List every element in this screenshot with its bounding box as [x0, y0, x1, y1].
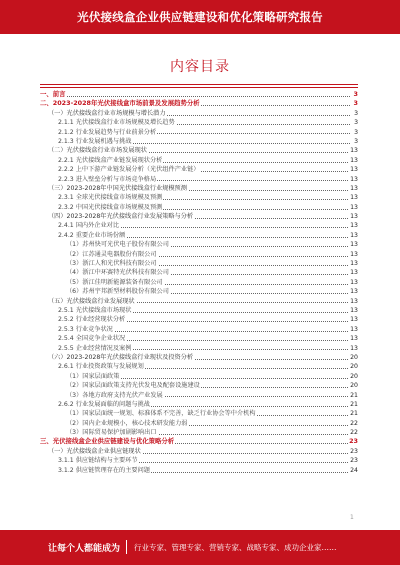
toc-entry-page: 13 — [350, 316, 358, 324]
toc-entry-page: 23 — [350, 457, 358, 465]
toc-entry-label: （2）江苏通灵电器股份有限公司 — [66, 250, 157, 258]
toc-entry-label: 三、光伏接线盒企业供应链建设与优化策略分析 — [40, 437, 175, 446]
toc-entry[interactable] — [40, 381, 358, 390]
toc-entry-page: 22 — [350, 419, 358, 427]
toc-entry-page: 13 — [350, 222, 358, 230]
toc-entry[interactable] — [40, 400, 358, 409]
toc-entry-page: 13 — [350, 297, 358, 305]
toc-heading: 内容目录 — [170, 59, 230, 75]
toc-entry[interactable] — [40, 146, 358, 155]
toc-entry-label: （1）国家层面政策 — [66, 372, 120, 380]
toc-entry[interactable] — [40, 297, 358, 306]
toc-entry-label: 2.1.2 行业发展趋势与行业前景分析 — [58, 128, 157, 136]
toc-entry-label: 2.3.2 中国光伏接线盒市场规模及预测 — [58, 203, 163, 211]
toc-entry[interactable] — [40, 315, 358, 324]
report-header — [0, 0, 400, 34]
toc-entry[interactable] — [40, 344, 358, 353]
toc-entry-page: 20 — [350, 382, 358, 390]
toc-entry-page: 13 — [350, 260, 358, 268]
toc-entry-page: 13 — [350, 166, 358, 174]
toc-entry[interactable] — [40, 466, 358, 475]
toc-entry-label: 3.1.1 供应链结构与主要环节 — [58, 457, 138, 465]
toc-entry-label: 2.5.5 企业经营情况及案例 — [58, 344, 132, 352]
toc-divider-bottom — [40, 87, 358, 88]
toc-entry-label: （3）浙江人和光伏科技有限公司 — [66, 260, 157, 268]
toc-entry-page: 13 — [350, 344, 358, 352]
toc-entry-label: 2.3.1 全球光伏接线盒市场规模及预测 — [58, 194, 163, 202]
toc-entry-page: 21 — [350, 391, 358, 399]
toc-entry-label: 2.6.2 行业发展面临的问题与挑战 — [58, 400, 150, 408]
toc-entry-label: 2.2.1 光伏接线盒产业链发展现状分析 — [58, 156, 163, 164]
toc-entry-label: 2.4.2 重要企业市场份额 — [58, 231, 126, 239]
toc-entry[interactable] — [40, 118, 358, 127]
toc-entry-label: 2.5.2 行业经营现状分析 — [58, 316, 126, 324]
toc-entry-label: 2.5.4 全国竞争企业状况 — [58, 335, 126, 343]
toc-entry-page: 3 — [353, 90, 358, 98]
toc-entry[interactable] — [40, 109, 358, 118]
toc-entry-page: 13 — [350, 241, 358, 249]
toc-entry-page: 13 — [350, 194, 358, 202]
report-footer — [0, 530, 400, 565]
toc-entry-label: （三）2023-2028年中国光伏接线盒行业规模预测 — [48, 184, 187, 192]
toc-entry[interactable] — [40, 250, 358, 259]
toc-entry-page: 20 — [350, 372, 358, 380]
toc-entry[interactable] — [40, 165, 358, 174]
toc-entry[interactable] — [40, 409, 358, 418]
toc-entry[interactable] — [40, 212, 358, 221]
toc-entry-label: （6）苏州宇邦新型材料股份有限公司 — [66, 288, 169, 296]
toc-entry-page: 13 — [350, 269, 358, 277]
toc-entry[interactable] — [40, 268, 358, 277]
toc-entry-page: 13 — [350, 288, 358, 296]
toc-entry[interactable] — [40, 437, 358, 446]
toc-entry[interactable] — [40, 156, 358, 165]
toc-entry[interactable] — [40, 99, 358, 108]
toc-entry-label: （2）国内企业规模小，核心技术研发能力弱 — [66, 419, 188, 427]
toc-entry-label: （2）国家层面政策支持光伏发电及配套设施建设 — [66, 382, 200, 390]
toc-entry-label: 3.1.2 供应链管理存在的主要问题 — [58, 466, 150, 474]
toc-entry-page: 13 — [350, 306, 358, 314]
toc-entry-page: 13 — [350, 325, 358, 333]
toc-entry[interactable] — [40, 175, 358, 184]
toc-entry[interactable] — [40, 259, 358, 268]
toc-entry[interactable] — [40, 306, 358, 315]
toc-dot-leader — [40, 96, 350, 97]
toc-divider-top — [40, 84, 358, 85]
toc-entry[interactable] — [40, 447, 358, 456]
toc-entry-page: 21 — [350, 410, 358, 418]
toc-entry[interactable] — [40, 128, 358, 137]
report-title: 光伏接线盒企业供应链建设和优化策略研究报告 — [77, 10, 323, 24]
table-of-contents — [40, 90, 358, 475]
toc-entry-label: 2.6.1 行业投资政策与发展规划 — [58, 363, 144, 371]
toc-entry-label: （一）光伏接线盒行业市场规模与增长潜力 — [48, 109, 166, 117]
toc-entry[interactable] — [40, 372, 358, 381]
toc-entry-label: （六）2023-2028年光伏接线盒行业现状及投资分析 — [48, 353, 194, 361]
toc-entry-label: 2.2.3 进入壁垒分析与市场竞争格局 — [58, 175, 157, 183]
toc-entry-page: 3 — [353, 99, 358, 108]
toc-entry-label: （1）国家层面统一规划、标准体系不完善，缺乏行业协会等中介机构 — [66, 410, 256, 418]
toc-entry-page: 23 — [349, 437, 358, 446]
toc-entry[interactable] — [40, 221, 358, 230]
toc-entry-page: 3 — [354, 128, 358, 136]
toc-entry-label: （3）国际贸易保护加剧影响出口 — [66, 429, 157, 437]
toc-entry-label: （一）光伏接线盒企业供应链现状 — [48, 447, 141, 455]
toc-entry[interactable] — [40, 90, 358, 99]
toc-entry-label: （五）光伏接线盒行业发展现状 — [48, 297, 135, 305]
toc-entry-label: 2.4.1 国内外企业对比 — [58, 222, 120, 230]
toc-entry[interactable] — [40, 353, 358, 362]
toc-entry-page: 13 — [350, 335, 358, 343]
toc-entry-label: 2.5.1 光伏接线盒市场现状 — [58, 306, 132, 314]
toc-entry-page: 20 — [350, 363, 358, 371]
toc-entry[interactable] — [40, 428, 358, 437]
toc-entry-page: 20 — [350, 353, 358, 361]
toc-entry-label: 2.1.3 行业发展机遇与挑战 — [58, 137, 132, 145]
footer-slogan: 让每个人都能成为 — [48, 544, 121, 554]
toc-entry-page: 13 — [350, 147, 358, 155]
toc-entry-label: 一、前言 — [40, 90, 66, 98]
toc-entry[interactable] — [40, 334, 358, 343]
toc-entry[interactable] — [40, 203, 358, 212]
toc-entry-page: 13 — [350, 278, 358, 286]
toc-entry-label: 2.1.1 光伏接线盒行业市场规模及增长趋势 — [58, 119, 175, 127]
toc-entry-page: 3 — [354, 137, 358, 145]
toc-entry[interactable] — [40, 184, 358, 193]
toc-entry-page: 21 — [350, 400, 358, 408]
toc-entry-label: （二）光伏接线盒行业市场发展现状 — [48, 147, 147, 155]
toc-entry[interactable] — [40, 456, 358, 465]
toc-entry-page: 23 — [350, 447, 358, 455]
toc-entry[interactable] — [40, 231, 358, 240]
toc-entry-page: 13 — [350, 175, 358, 183]
toc-entry[interactable] — [40, 137, 358, 146]
toc-entry[interactable] — [40, 419, 358, 428]
toc-entry-page: 13 — [350, 231, 358, 239]
page-number: 1 — [350, 514, 354, 521]
footer-roles: 行业专家、管理专家、营销专家、战略专家、成功企业家…… — [134, 543, 337, 552]
toc-entry[interactable] — [40, 278, 358, 287]
toc-entry-label: 2.2.2 上中下游产业链发展分析（光伏组件产业链） — [58, 166, 200, 174]
toc-entry-label: （1）苏州快可光伏电子股份有限公司 — [66, 241, 169, 249]
toc-entry-page: 13 — [350, 250, 358, 258]
toc-entry-page: 13 — [350, 156, 358, 164]
toc-entry[interactable] — [40, 391, 358, 400]
toc-entry[interactable] — [40, 325, 358, 334]
toc-entry[interactable] — [40, 240, 358, 249]
toc-entry-page: 13 — [350, 184, 358, 192]
toc-entry[interactable] — [40, 193, 358, 202]
toc-entry-label: （5）浙江佳明新能源装备有限公司 — [66, 278, 163, 286]
toc-entry-page: 13 — [350, 213, 358, 221]
toc-entry-page: 24 — [350, 466, 358, 474]
toc-entry-label: （3）各地方政府支持光伏产业发展 — [66, 391, 163, 399]
toc-entry[interactable] — [40, 362, 358, 371]
toc-entry-label: 二、2023-2028年光伏接线盒市场前景及发展趋势分析 — [40, 99, 200, 108]
toc-entry-page: 3 — [354, 119, 358, 127]
footer-divider — [126, 540, 127, 554]
toc-entry-label: 2.5.3 行业竞争状况 — [58, 325, 113, 333]
toc-entry-label: （4）浙江中环赛特光伏科技有限公司 — [66, 269, 169, 277]
toc-entry[interactable] — [40, 287, 358, 296]
toc-entry-page: 3 — [354, 109, 358, 117]
toc-entry-label: （四）2023-2028年光伏接线盒行业发展策略与分析 — [48, 213, 194, 221]
toc-entry-page: 22 — [350, 429, 358, 437]
toc-entry-page: 13 — [350, 203, 358, 211]
